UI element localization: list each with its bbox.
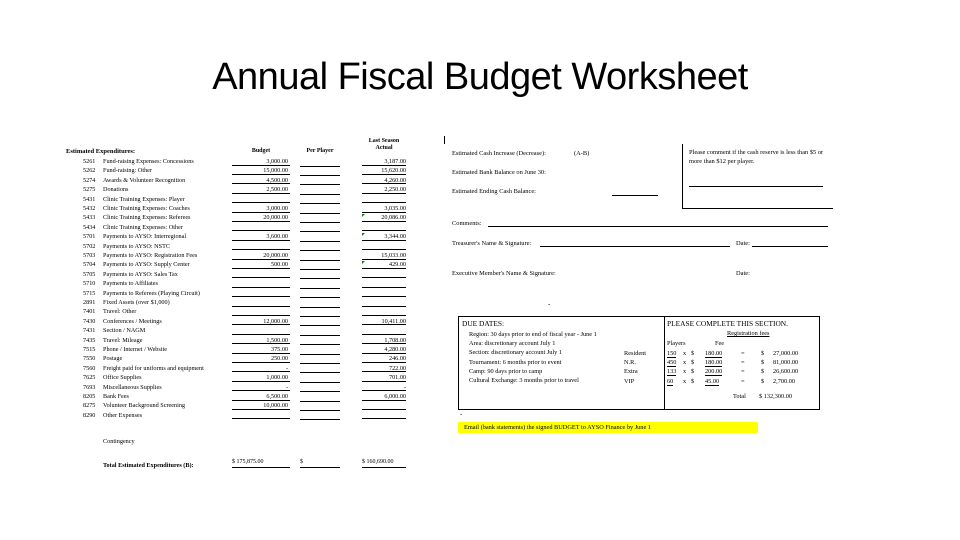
row-name: Payments to Referees (Playing Circuit)	[103, 289, 200, 297]
table-row	[62, 167, 412, 175]
expenditures-heading: Estimated Expenditures:	[66, 148, 136, 155]
row-name: Phone / Internet / Website	[103, 346, 167, 353]
table-row	[62, 252, 412, 260]
grand-total-label: Total	[733, 393, 746, 400]
ending-balance-field[interactable]	[612, 195, 658, 196]
email-instruction-text: Email (bank statements) the signed BUDGET to AYSO Finance by June 1	[464, 424, 651, 431]
row-name: Payments to AYSO: Registration Fees	[103, 252, 198, 259]
cash-reserve-note: Please comment if the cash reserve is less than $5 or more than $12 per player.	[689, 149, 824, 165]
budget-cell[interactable]	[232, 290, 290, 298]
complete-section-heading: PLEASE COMPLETE THIS SECTION.	[667, 319, 788, 328]
per-player-cell[interactable]	[300, 412, 340, 421]
table-row	[62, 271, 412, 279]
registration-type: Resident	[624, 350, 647, 357]
actual-cell[interactable]	[362, 412, 406, 420]
last-season-header-line1: Last Season	[368, 138, 400, 144]
actual-cell[interactable]: 15,620.00	[362, 167, 406, 175]
row-name: Awards & Volunteer Recognition	[103, 176, 186, 184]
actual-cell[interactable]: 2,250.00	[362, 186, 406, 194]
actual-cell[interactable]	[362, 224, 406, 232]
budget-cell[interactable]: -	[232, 365, 290, 373]
budget-cell[interactable]	[232, 280, 290, 288]
comment-marker-icon	[362, 233, 365, 236]
actual-cell[interactable]	[362, 243, 406, 251]
row-code: 7401	[83, 308, 96, 316]
budget-cell[interactable]: -	[232, 384, 290, 392]
due-date-line: Cultural Exchange: 3 months prior to travel	[469, 377, 579, 384]
per-player-cell[interactable]	[300, 205, 340, 214]
row-code: 7430	[83, 317, 96, 325]
per-player-cell[interactable]	[300, 327, 340, 336]
actual-cell[interactable]: 3,344.00	[362, 233, 406, 241]
row-code: 7693	[83, 383, 96, 391]
row-code: 2891	[83, 299, 96, 306]
budget-cell[interactable]: 4,500.00	[232, 177, 290, 185]
ending-balance-label: Estimated Ending Cash Balance:	[452, 188, 536, 195]
fee-column-label: Fee	[715, 340, 725, 347]
row-name: Payments to AYSO: Supply Center	[103, 261, 190, 269]
budget-cell[interactable]: 3,000.00	[232, 158, 290, 166]
total-dollar-sign: $	[761, 350, 765, 357]
table-row	[62, 224, 412, 232]
executive-label: Executive Member's Name & Signature:	[452, 270, 556, 277]
table-row	[62, 214, 412, 222]
cash-reserve-note-box	[682, 144, 833, 209]
per-player-cell[interactable]	[300, 290, 340, 299]
due-date-line: Area: discretionary account July 1	[469, 340, 556, 348]
per-player-cell[interactable]	[300, 167, 340, 176]
last-season-header-line2: Actual	[375, 144, 393, 151]
row-total-value: 27,000.00	[773, 350, 799, 357]
equals-sign: =	[741, 359, 745, 367]
total-actual-cell: $ 160,690.00	[362, 459, 406, 468]
per-player-cell[interactable]	[300, 196, 340, 205]
row-name: Section / NAGM	[103, 327, 146, 335]
actual-cell[interactable]: 429.00	[362, 261, 406, 269]
fee-value[interactable]: 200.00	[705, 368, 723, 376]
budget-cell[interactable]: 20,000.00	[232, 214, 290, 222]
multiply-sign: x	[683, 377, 687, 385]
equals-sign: =	[741, 377, 745, 385]
per-player-cell[interactable]	[300, 337, 340, 346]
per-player-cell[interactable]	[300, 299, 340, 308]
actual-cell[interactable]: 1,708.00	[362, 337, 406, 345]
players-column-label: Players	[667, 340, 686, 347]
actual-cell[interactable]: 4,280.00	[362, 346, 406, 354]
players-value[interactable]: 450	[667, 359, 677, 367]
budget-cell[interactable]: 2,500.00	[232, 186, 290, 194]
expenditures-table	[62, 136, 412, 476]
actual-cell[interactable]: 722.00	[362, 365, 406, 373]
per-player-cell[interactable]	[300, 365, 340, 374]
table-row	[62, 337, 412, 345]
table-row	[62, 355, 412, 363]
actual-cell[interactable]: 6,000.00	[362, 393, 406, 401]
per-player-cell[interactable]	[300, 186, 340, 195]
row-name: Donations	[103, 186, 129, 194]
actual-cell[interactable]: 20,086.00	[362, 214, 406, 222]
multiply-sign: x	[683, 359, 687, 367]
row-name: Clinic Training Expenses: Coaches	[103, 205, 190, 212]
section-tick	[444, 136, 445, 144]
table-row	[62, 299, 412, 307]
per-player-cell[interactable]	[300, 374, 340, 383]
actual-cell[interactable]: -	[362, 384, 406, 392]
bank-balance-label: Estimated Bank Balance on June 30:	[452, 169, 546, 176]
table-row	[62, 280, 412, 288]
table-row	[62, 158, 412, 166]
budget-cell[interactable]: 15,000.00	[232, 167, 290, 175]
table-row	[62, 318, 412, 326]
players-value[interactable]: 60	[667, 377, 674, 385]
per-player-cell[interactable]	[300, 280, 340, 289]
row-code: 5710	[83, 280, 96, 288]
row-total-value: 2,700.00	[773, 377, 796, 385]
per-player-cell[interactable]	[300, 402, 340, 411]
actual-cell[interactable]	[362, 196, 406, 204]
table-row	[62, 402, 412, 410]
grand-total-value: $ 132,300.00	[759, 393, 793, 400]
budget-cell[interactable]	[232, 243, 290, 251]
row-code: 7431	[83, 327, 96, 335]
row-code: 7550	[83, 355, 96, 363]
actual-cell[interactable]	[362, 271, 406, 279]
last-season-header	[362, 138, 406, 151]
table-row	[62, 346, 412, 354]
row-total-value: 81,000.00	[773, 359, 799, 367]
due-date-line: Section: discretionary account July 1	[469, 349, 563, 357]
row-name: Bank Fees	[103, 393, 129, 400]
per-player-cell[interactable]	[300, 384, 340, 393]
actual-cell[interactable]	[362, 327, 406, 335]
actual-cell[interactable]: 246.00	[362, 355, 406, 363]
table-row	[62, 393, 412, 401]
actual-cell[interactable]	[362, 402, 406, 410]
row-code: 7515	[83, 346, 96, 353]
budget-cell[interactable]	[232, 327, 290, 335]
comments-label: Comments:	[452, 220, 482, 227]
budget-cell[interactable]: 500.00	[232, 261, 290, 269]
table-row	[62, 177, 412, 185]
comment-marker-icon	[362, 261, 365, 264]
table-row	[62, 205, 412, 213]
actual-cell[interactable]	[362, 308, 406, 316]
row-name: Payments to AYSO: Interregional	[103, 233, 187, 241]
row-name: Fund-raising: Other	[103, 167, 152, 175]
table-row	[62, 243, 412, 251]
budget-cell[interactable]: 375.00	[232, 346, 290, 354]
row-name: Freight paid for uniforms and equipment	[103, 364, 204, 372]
registration-type: N.R.	[624, 359, 636, 367]
email-instruction-highlight	[458, 422, 758, 433]
row-name: Other Expenses	[103, 411, 143, 419]
registration-type: Extra	[624, 368, 638, 376]
table-row	[62, 186, 412, 194]
table-row	[62, 327, 412, 335]
due-dates-box	[458, 316, 820, 410]
total-dollar-sign: $	[761, 377, 765, 385]
table-row	[62, 384, 412, 392]
per-player-cell[interactable]	[300, 271, 340, 280]
row-code: 5432	[83, 205, 96, 212]
contingency-label: Contingency	[103, 438, 135, 445]
cash-increase-ref: (A-B)	[574, 150, 590, 157]
row-code: 8205	[83, 393, 96, 400]
due-dates-divider	[664, 317, 665, 409]
per-player-cell[interactable]	[300, 355, 340, 364]
multiply-sign: x	[683, 350, 687, 357]
treasurer-date-label: Date:	[736, 240, 750, 247]
row-code: 5715	[83, 289, 96, 297]
due-dates-dash: -	[460, 410, 463, 418]
actual-cell[interactable]: 701.00	[362, 374, 406, 382]
total-per-player-cell: $	[300, 459, 340, 468]
treasurer-label: Treasurer's Name & Signature:	[452, 240, 532, 247]
row-code: 5261	[83, 158, 96, 165]
per-player-cell[interactable]	[300, 261, 340, 270]
players-value[interactable]: 133	[667, 368, 677, 376]
row-code: 5703	[83, 252, 96, 259]
budget-cell[interactable]: 3,000.00	[232, 205, 290, 213]
row-code: 5701	[83, 233, 96, 241]
budget-cell[interactable]: 10,000.00	[232, 402, 290, 410]
multiply-sign: x	[683, 368, 687, 376]
page-title: Annual Fiscal Budget Worksheet	[212, 56, 748, 98]
fee-dollar-sign: $	[691, 368, 695, 376]
players-value[interactable]: 150	[667, 350, 677, 357]
note-comment-field[interactable]	[689, 186, 823, 187]
treasurer-signature-field[interactable]	[540, 246, 730, 247]
budget-cell[interactable]	[232, 412, 290, 420]
per-player-cell[interactable]	[300, 158, 340, 167]
budget-cell[interactable]: 250.00	[232, 355, 290, 363]
total-dollar-sign: $	[761, 368, 765, 376]
executive-date-label: Date:	[736, 270, 750, 277]
actual-cell[interactable]	[362, 299, 406, 307]
budget-column-header: Budget	[251, 148, 271, 154]
row-code: 8290	[83, 411, 96, 419]
equals-sign: =	[741, 368, 745, 376]
row-name: Payments to Affiliates	[103, 280, 158, 288]
per-player-cell[interactable]	[300, 393, 340, 402]
actual-cell[interactable]: 4,260.00	[362, 177, 406, 185]
row-code: 7435	[83, 336, 96, 344]
row-code: 5702	[83, 242, 96, 250]
row-name: Conferences / Meetings	[103, 317, 162, 325]
separator-dash: -	[548, 300, 551, 308]
budget-cell[interactable]: 20,000.00	[232, 252, 290, 260]
total-dollar-sign: $	[761, 359, 765, 367]
row-code: 5704	[83, 261, 96, 269]
row-total-value: 26,600.00	[773, 368, 799, 376]
row-code: 5262	[83, 167, 96, 175]
row-name: Clinic Training Expenses: Other	[103, 223, 183, 231]
actual-cell[interactable]	[362, 280, 406, 288]
budget-cell[interactable]: 1,000.00	[232, 374, 290, 382]
row-code: 7625	[83, 374, 96, 382]
row-code: 5275	[83, 186, 96, 194]
per-player-cell[interactable]	[300, 214, 340, 223]
fee-value[interactable]: 180.00	[705, 350, 723, 357]
per-player-cell[interactable]	[300, 224, 340, 233]
total-budget-cell: $ 175,875.00	[232, 459, 290, 468]
row-name: Fixed Assets (over $1,000)	[103, 299, 170, 306]
table-row	[62, 261, 412, 269]
treasurer-date-field[interactable]	[752, 246, 828, 247]
row-name: Payments to AYSO: Sales Tax	[103, 270, 178, 278]
due-dates-heading: DUE DATES:	[462, 319, 505, 328]
total-expenditures-label: Total Estimated Expenditures (B):	[103, 462, 194, 469]
table-row	[62, 365, 412, 373]
per-player-column-header: Per Player	[306, 148, 334, 154]
fee-dollar-sign: $	[691, 359, 695, 367]
table-row	[62, 290, 412, 298]
table-row	[62, 374, 412, 382]
actual-cell[interactable]: 3,187.00	[362, 158, 406, 166]
row-name: Payments to AYSO: NSTC	[103, 242, 170, 250]
actual-cell[interactable]	[362, 290, 406, 298]
per-player-cell[interactable]	[300, 252, 340, 261]
row-name: Travel: Other	[103, 308, 137, 316]
per-player-cell[interactable]	[300, 177, 340, 186]
row-code: 5705	[83, 270, 96, 278]
due-date-line: Camp: 90 days prior to camp	[469, 367, 543, 375]
fee-dollar-sign: $	[691, 350, 695, 357]
comments-field[interactable]	[488, 226, 828, 227]
table-row	[62, 308, 412, 316]
table-row	[62, 412, 412, 420]
fee-dollar-sign: $	[691, 377, 695, 385]
row-code: 5274	[83, 176, 96, 184]
actual-cell[interactable]: 15,033.00	[362, 252, 406, 260]
due-date-line: Tournament: 6 months prior to event	[469, 358, 562, 366]
per-player-cell[interactable]	[300, 346, 340, 355]
row-code: 7560	[83, 364, 96, 372]
row-code: 8275	[83, 402, 96, 410]
registration-fees-label: Registration fees	[727, 330, 770, 337]
table-row	[62, 196, 412, 204]
budget-cell[interactable]	[232, 308, 290, 316]
table-row	[62, 233, 412, 241]
equals-sign: =	[741, 350, 745, 357]
cash-summary-section	[444, 136, 844, 296]
row-name: Miscellaneous Supplies	[103, 383, 162, 391]
budget-cell[interactable]: 1,500.00	[232, 337, 290, 345]
budget-cell[interactable]	[232, 271, 290, 279]
per-player-cell[interactable]	[300, 318, 340, 327]
budget-cell[interactable]: 3,600.00	[232, 233, 290, 241]
fee-value[interactable]: 180.00	[705, 359, 723, 367]
per-player-cell[interactable]	[300, 308, 340, 317]
row-name: Fund-raising Expenses: Concessions	[103, 158, 194, 165]
budget-cell[interactable]: 12,000.00	[232, 318, 290, 326]
budget-cell[interactable]: 6,500.00	[232, 393, 290, 401]
fee-value[interactable]: 45.00	[705, 377, 720, 385]
row-name: Clinic Training Expenses: Player	[103, 195, 185, 203]
due-date-line: Region: 30 days prior to end of fiscal year - June 1	[469, 331, 597, 338]
actual-cell[interactable]: 3,035.00	[362, 205, 406, 213]
row-name: Volunteer Background Screening	[103, 402, 186, 410]
cash-increase-label: Estimated Cash Increase (Decrease):	[452, 150, 546, 157]
row-code: 5431	[83, 195, 96, 203]
comment-marker-icon	[362, 214, 365, 217]
budget-cell[interactable]	[232, 224, 290, 232]
per-player-cell[interactable]	[300, 233, 340, 242]
row-code: 5434	[83, 223, 96, 231]
row-name: Clinic Training Expenses: Referees	[103, 214, 191, 222]
row-code: 5433	[83, 214, 96, 222]
budget-cell[interactable]	[232, 299, 290, 307]
row-name: Travel: Mileage	[103, 336, 143, 344]
registration-type: VIP	[624, 377, 635, 385]
actual-cell[interactable]: 10,411.00	[362, 318, 406, 326]
row-name: Office Supplies	[103, 374, 142, 382]
per-player-cell[interactable]	[300, 243, 340, 252]
row-name: Postage	[103, 355, 123, 363]
budget-cell[interactable]	[232, 196, 290, 204]
